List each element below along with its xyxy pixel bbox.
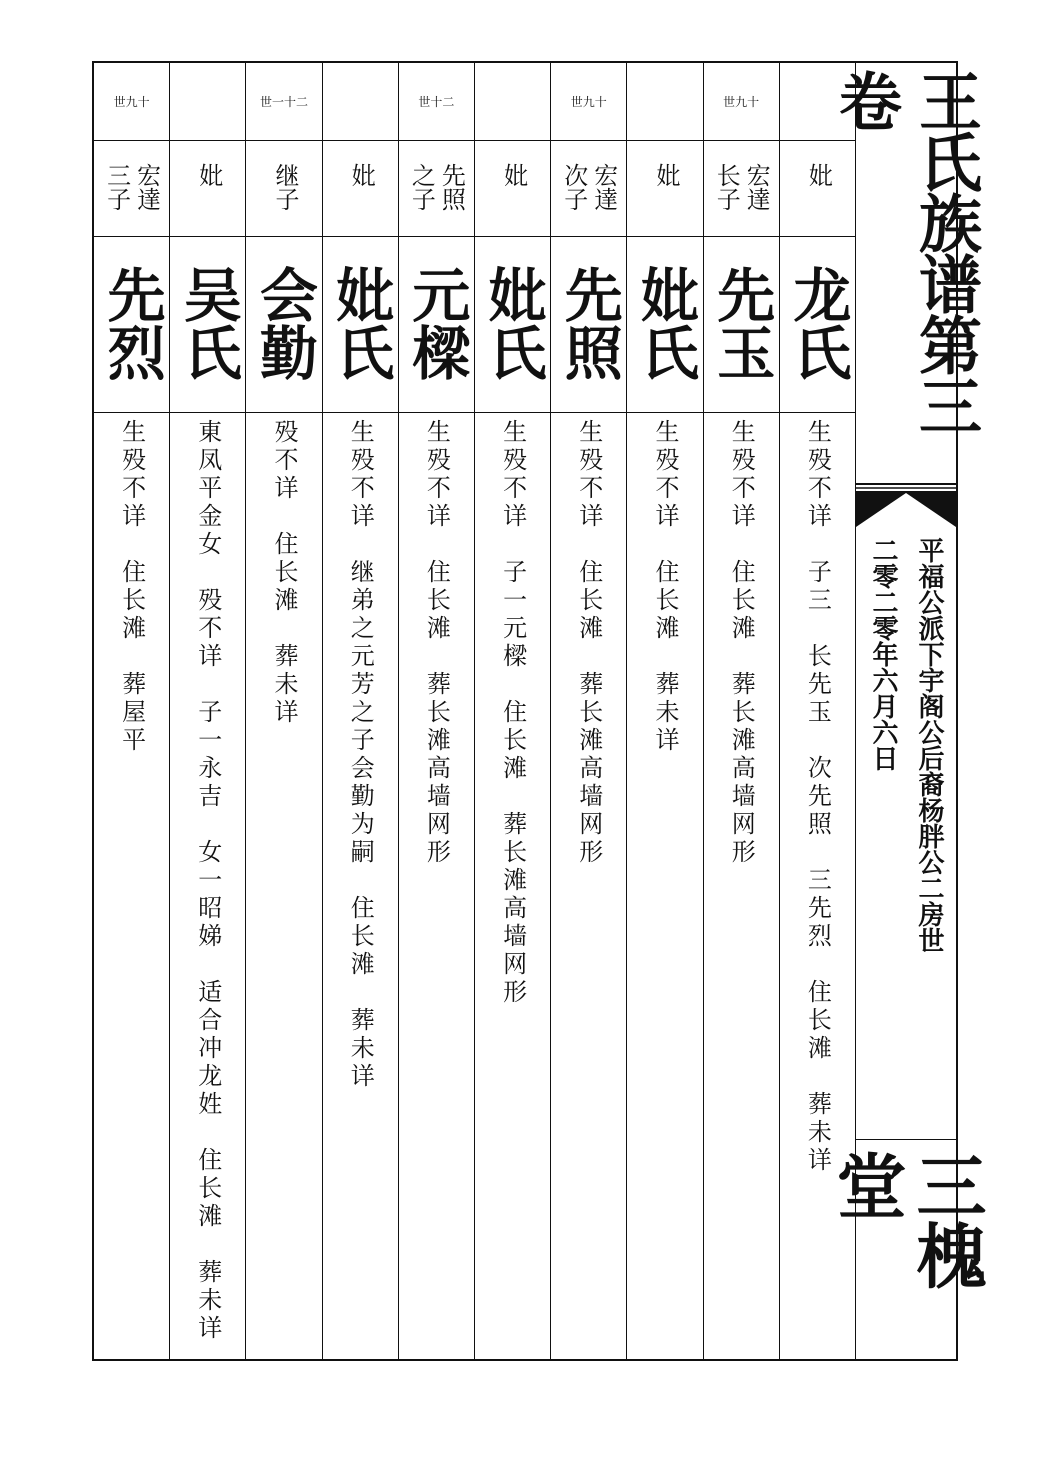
relation-right: 妣 [804, 163, 833, 187]
genealogy-page [92, 61, 988, 1361]
name-cell [399, 237, 474, 413]
entry-column [94, 63, 170, 1359]
generation-cell [94, 63, 169, 141]
detail-cell [94, 413, 169, 1359]
person-detail: 東凤平金女 殁不详 子一永吉 女一昭娣 适合冲龙姓 住长滩 葬未详 [193, 419, 222, 1343]
person-name: 吴氏 [173, 265, 242, 381]
person-name: 龙氏 [783, 265, 852, 381]
person-name: 先照 [554, 265, 623, 381]
name-cell [551, 237, 626, 413]
name-cell [627, 237, 702, 413]
person-detail: 生殁不详 继弟之元芳之子会勤为嗣 住长滩 葬未详 [346, 419, 375, 1091]
relation-right: 宏達 [742, 163, 771, 211]
person-name: 先玉 [707, 265, 776, 381]
person-detail: 生殁不详 住长滩 葬屋平 [117, 419, 146, 755]
person-detail: 生殁不详 子三 长先玉 次先照 三先烈 住长滩 葬未详 [803, 419, 832, 1175]
detail-cell [475, 413, 550, 1359]
page-title: 王氏族谱第三卷 [829, 69, 983, 435]
relation-right: 妣 [651, 163, 680, 187]
person-name: 妣氏 [326, 265, 395, 381]
entry-column [170, 63, 246, 1359]
relation-left: 三子 [102, 163, 131, 211]
person-name: 妣氏 [630, 265, 699, 381]
person-detail: 生殁不详 住长滩 葬长滩高墙网形 [574, 419, 603, 867]
generation-cell [475, 63, 550, 141]
detail-cell [627, 413, 702, 1359]
name-cell [94, 237, 169, 413]
detail-cell [323, 413, 398, 1359]
relation-left: 次子 [559, 163, 588, 211]
generation-label: 世九十 [723, 95, 760, 109]
relation-right: 妣 [194, 163, 223, 187]
title-panel [825, 63, 988, 1359]
relation-right: 妣 [347, 163, 376, 187]
relation-cell [551, 141, 626, 237]
generation-cell [551, 63, 626, 141]
relation-cell [323, 141, 398, 237]
hall-box [825, 1139, 988, 1359]
name-cell [170, 237, 245, 413]
detail-cell [704, 413, 779, 1359]
person-name: 会勤 [249, 265, 318, 381]
generation-label: 世一十二 [259, 95, 308, 109]
relation-cell [475, 141, 550, 237]
relation-cell [627, 141, 702, 237]
relation-cell [170, 141, 245, 237]
person-name: 先烈 [97, 265, 166, 381]
relation-cell [399, 141, 474, 237]
relation-right: 宏達 [132, 163, 161, 211]
person-detail: 生殁不详 子一元樑 住长滩 葬长滩高墙网形 [498, 419, 527, 1007]
relation-cell [94, 141, 169, 237]
detail-cell [246, 413, 321, 1359]
name-cell [323, 237, 398, 413]
entry-column [704, 63, 780, 1359]
subtitle-box [856, 527, 956, 1139]
name-cell [704, 237, 779, 413]
person-detail: 生殁不详 住长滩 葬长滩高墙网形 [422, 419, 451, 867]
detail-cell [551, 413, 626, 1359]
person-detail: 生殁不详 住长滩 葬未详 [650, 419, 679, 755]
person-name: 元樑 [402, 265, 471, 381]
relation-left: 长子 [712, 163, 741, 211]
generation-cell [627, 63, 702, 141]
entry-column [399, 63, 475, 1359]
generation-label: 世十二 [418, 95, 455, 109]
detail-cell [399, 413, 474, 1359]
person-detail: 殁不详 住长滩 葬未详 [269, 419, 298, 727]
relation-cell [704, 141, 779, 237]
title-box [829, 63, 983, 483]
entry-column [323, 63, 399, 1359]
hall-name: 三槐堂 [825, 1150, 988, 1290]
name-cell [246, 237, 321, 413]
relation-right: 宏達 [589, 163, 618, 211]
entry-column [627, 63, 703, 1359]
relation-right: 先照 [437, 163, 466, 211]
generation-label: 世九十 [113, 95, 150, 109]
name-cell [475, 237, 550, 413]
date-subtitle: 二零二零年六月六日 [868, 537, 898, 771]
banner-ornament [856, 483, 956, 527]
generation-cell [246, 63, 321, 141]
person-name: 妣氏 [478, 265, 547, 381]
branch-subtitle: 平福公派下宇阁公后裔杨胖公二房世 [914, 537, 944, 953]
generation-label: 世九十 [570, 95, 607, 109]
person-detail: 生殁不详 住长滩 葬长滩高墙网形 [727, 419, 756, 867]
relation-left: 之子 [407, 163, 436, 211]
generation-cell [399, 63, 474, 141]
entry-column [475, 63, 551, 1359]
relation-cell [246, 141, 321, 237]
detail-cell [170, 413, 245, 1359]
generation-cell [323, 63, 398, 141]
entry-column [551, 63, 627, 1359]
generation-cell [704, 63, 779, 141]
relation-right: 妣 [499, 163, 528, 187]
entries-area [94, 63, 856, 1359]
entry-column [246, 63, 322, 1359]
generation-cell [170, 63, 245, 141]
relation-right: 继子 [270, 163, 299, 211]
